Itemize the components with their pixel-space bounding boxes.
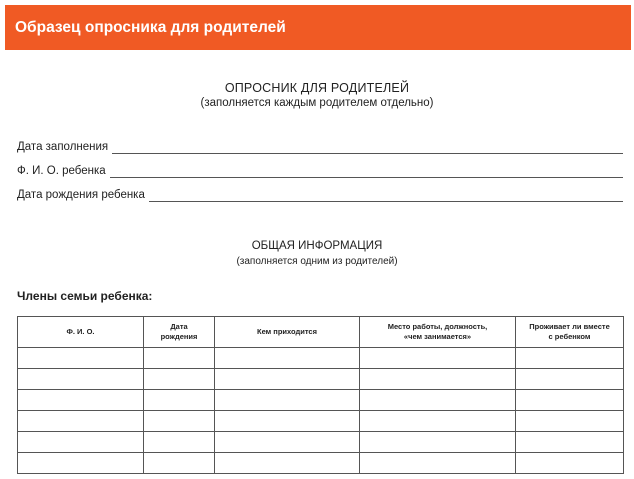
table-header-row — [18, 317, 624, 348]
table-cell[interactable] — [144, 453, 215, 474]
col-workplace: Место работы, должность, «чем занимается» — [360, 317, 516, 348]
table-cell[interactable] — [144, 369, 215, 390]
table-cell[interactable] — [215, 432, 360, 453]
table-cell[interactable] — [516, 453, 624, 474]
family-members-heading: Члены семьи ребенка: — [17, 289, 153, 303]
fill-date-field — [17, 140, 623, 154]
table-cell[interactable] — [516, 411, 624, 432]
col-lives-with-child: Проживает ли вместе с ребенком — [516, 317, 624, 348]
table-body — [18, 348, 624, 474]
child-name-line[interactable] — [110, 166, 623, 178]
page-banner: Образец опросника для родителей — [5, 5, 631, 50]
child-birthdate-field — [17, 188, 623, 202]
col-relation: Кем приходится — [215, 317, 360, 348]
table-cell[interactable] — [18, 411, 144, 432]
table-cell[interactable] — [516, 348, 624, 369]
table-row — [18, 432, 624, 453]
family-members-table — [17, 316, 624, 474]
child-name-field — [17, 164, 623, 178]
table-cell[interactable] — [360, 453, 516, 474]
child-name-label: Ф. И. О. ребенка — [17, 165, 106, 177]
table-cell[interactable] — [215, 348, 360, 369]
table-cell[interactable] — [18, 369, 144, 390]
col-full-name: Ф. И. О. — [18, 317, 144, 348]
questionnaire-subtitle: (заполняется каждым родителем отдельно) — [200, 97, 434, 109]
table-row — [18, 411, 624, 432]
table-cell[interactable] — [360, 390, 516, 411]
table-cell[interactable] — [516, 390, 624, 411]
table-row — [18, 348, 624, 369]
questionnaire-title: ОПРОСНИК ДЛЯ РОДИТЕЛЕЙ — [224, 81, 410, 95]
table-row — [18, 453, 624, 474]
table-cell[interactable] — [144, 348, 215, 369]
table-row — [18, 390, 624, 411]
table-cell[interactable] — [18, 432, 144, 453]
table-cell[interactable] — [516, 369, 624, 390]
fill-date-label: Дата заполнения — [17, 141, 109, 153]
col-birth-date: Дата рождения — [144, 317, 215, 348]
table-cell[interactable] — [18, 390, 144, 411]
table-cell[interactable] — [215, 390, 360, 411]
table-cell[interactable] — [215, 369, 360, 390]
table-cell[interactable] — [360, 348, 516, 369]
table-cell[interactable] — [360, 411, 516, 432]
table-cell[interactable] — [144, 432, 215, 453]
table-cell[interactable] — [18, 453, 144, 474]
table-cell[interactable] — [215, 453, 360, 474]
table-row — [18, 369, 624, 390]
table-cell[interactable] — [18, 348, 144, 369]
table-cell[interactable] — [516, 432, 624, 453]
child-birthdate-label: Дата рождения ребенка — [17, 189, 145, 201]
general-info-subtitle: (заполняется одним из родителей) — [236, 256, 398, 267]
table-cell[interactable] — [215, 411, 360, 432]
general-info-title: ОБЩАЯ ИНФОРМАЦИЯ — [251, 240, 383, 252]
table-cell[interactable] — [360, 369, 516, 390]
table-cell[interactable] — [144, 411, 215, 432]
child-birthdate-line[interactable] — [149, 190, 623, 202]
table-cell[interactable] — [144, 390, 215, 411]
table-cell[interactable] — [360, 432, 516, 453]
fill-date-line[interactable] — [112, 142, 623, 154]
